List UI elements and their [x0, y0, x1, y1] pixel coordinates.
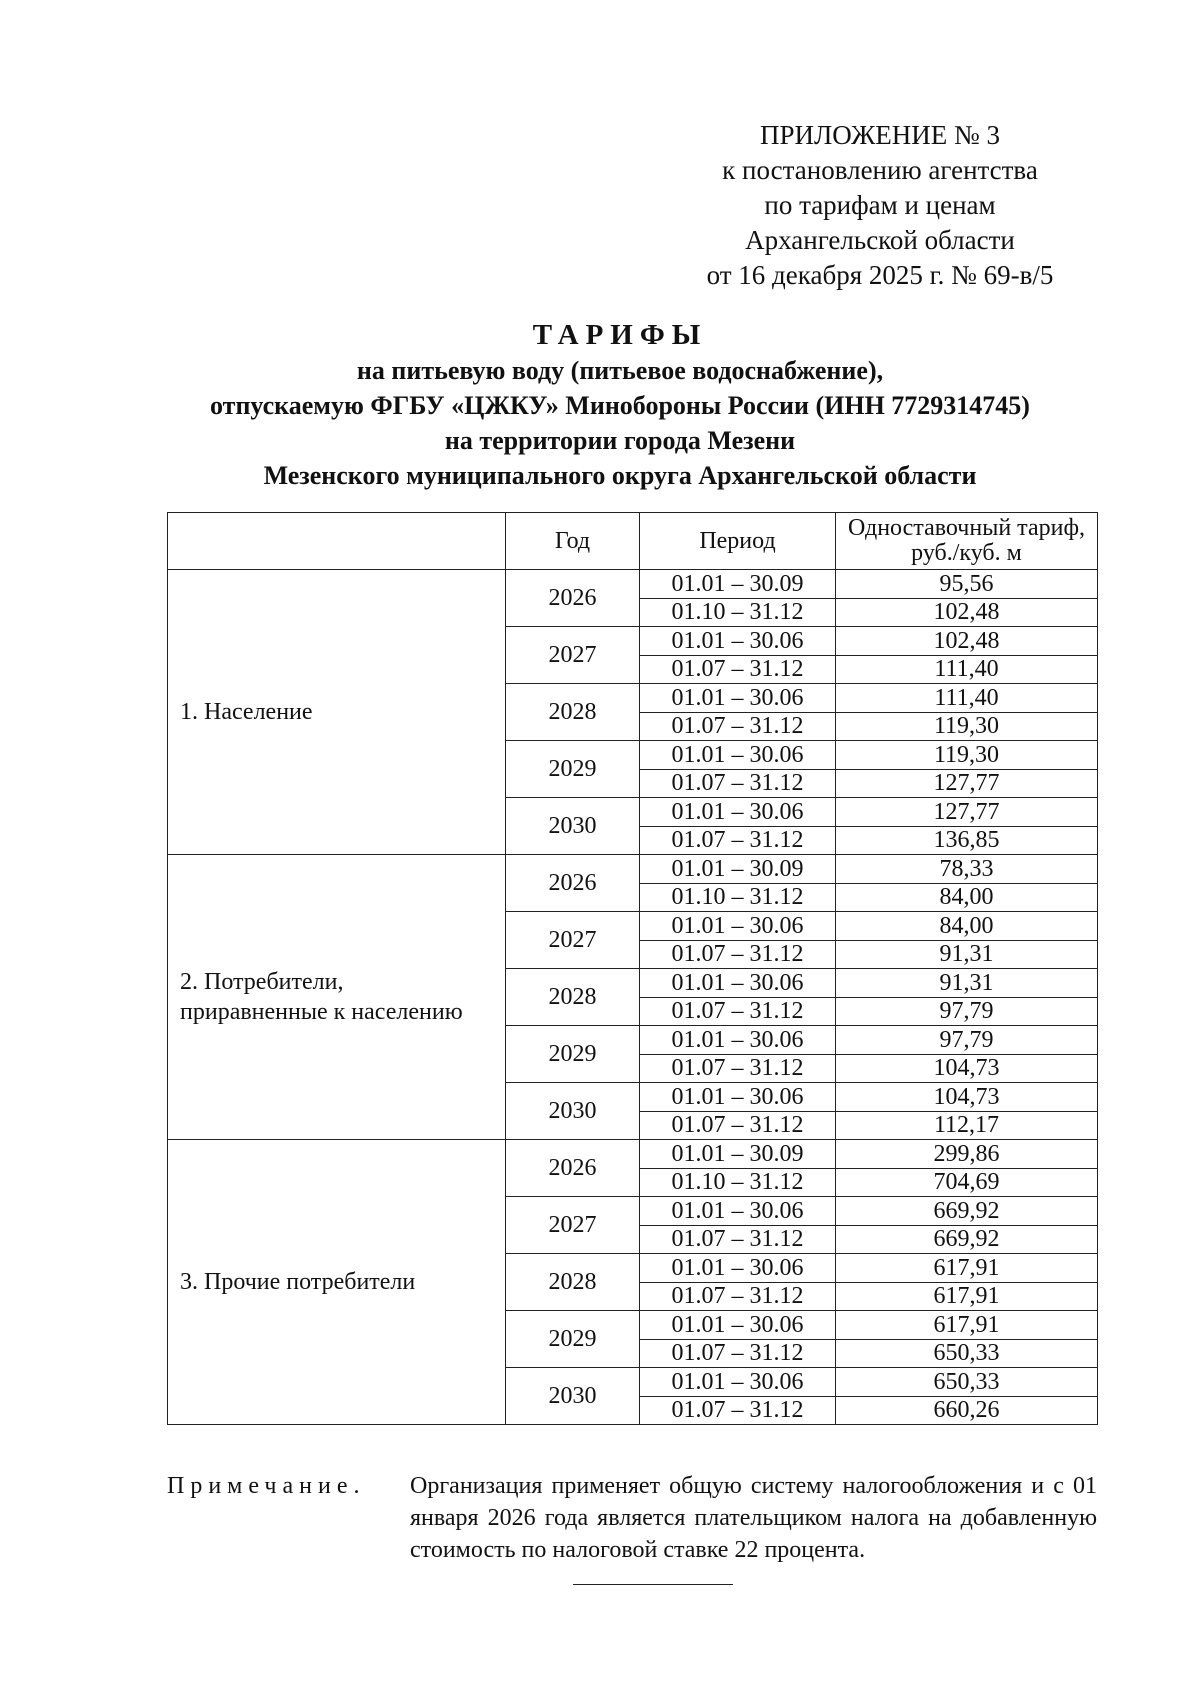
appendix-header — [690, 118, 1070, 293]
period-cell: 01.01 – 30.06 — [640, 1254, 836, 1283]
tariff-value-cell: 650,33 — [836, 1339, 1098, 1368]
end-divider — [573, 1584, 733, 1585]
tariff-value-cell: 111,40 — [836, 655, 1098, 684]
appendix-line: к постановлению агентства — [722, 155, 1038, 185]
tariff-value-cell: 119,30 — [836, 712, 1098, 741]
year-cell: 2026 — [506, 1140, 640, 1197]
year-cell: 2028 — [506, 684, 640, 741]
period-cell: 01.07 – 31.12 — [640, 1225, 836, 1254]
year-cell: 2029 — [506, 1311, 640, 1368]
tariff-value-cell: 669,92 — [836, 1225, 1098, 1254]
year-cell: 2029 — [506, 741, 640, 798]
consumer-group — [168, 570, 506, 855]
tariff-value-cell: 104,73 — [836, 1054, 1098, 1083]
period-cell: 01.07 – 31.12 — [640, 1111, 836, 1140]
tariff-value-cell: 112,17 — [836, 1111, 1098, 1140]
year-cell: 2028 — [506, 1254, 640, 1311]
period-cell: 01.01 – 30.06 — [640, 741, 836, 770]
consumer-group-line: 2. Потребители, — [180, 969, 344, 995]
tariff-value-cell: 78,33 — [836, 855, 1098, 884]
tariff-value-cell: 127,77 — [836, 798, 1098, 827]
tariff-value-cell: 299,86 — [836, 1140, 1098, 1169]
title-main: ТАРИФЫ — [532, 319, 708, 351]
year-cell: 2027 — [506, 912, 640, 969]
year-cell: 2026 — [506, 570, 640, 627]
tariff-value-cell: 95,56 — [836, 570, 1098, 599]
year-cell: 2030 — [506, 798, 640, 855]
table-header-row — [168, 513, 1098, 570]
period-cell: 01.01 – 30.09 — [640, 1140, 836, 1169]
period-cell: 01.01 – 30.06 — [640, 798, 836, 827]
period-cell: 01.07 – 31.12 — [640, 769, 836, 798]
header-year: Год — [506, 513, 640, 570]
tariff-value-cell: 660,26 — [836, 1396, 1098, 1425]
tariff-value-cell: 136,85 — [836, 826, 1098, 855]
header-period: Период — [640, 513, 836, 570]
period-cell: 01.10 – 31.12 — [640, 883, 836, 912]
consumer-group — [168, 1140, 506, 1425]
tariff-value-cell: 97,79 — [836, 1026, 1098, 1055]
period-cell: 01.10 – 31.12 — [640, 1168, 836, 1197]
period-cell: 01.01 – 30.06 — [640, 627, 836, 656]
title-line: Мезенского муниципального округа Архангельской области — [263, 461, 977, 490]
period-cell: 01.07 – 31.12 — [640, 997, 836, 1026]
appendix-number: ПРИЛОЖЕНИЕ № 3 — [759, 120, 1001, 150]
tariff-value-cell: 97,79 — [836, 997, 1098, 1026]
tariff-value-cell: 102,48 — [836, 598, 1098, 627]
title-line: на питьевую воду (питьевое водоснабжение), — [356, 356, 884, 385]
tariff-value-cell: 91,31 — [836, 969, 1098, 998]
period-cell: 01.07 – 31.12 — [640, 1396, 836, 1425]
consumer-group-line: 3. Прочие потребители — [180, 1269, 416, 1295]
tariff-value-cell: 111,40 — [836, 684, 1098, 713]
tariff-value-cell: 617,91 — [836, 1254, 1098, 1283]
year-cell: 2028 — [506, 969, 640, 1026]
title-line: отпускаемую ФГБУ «ЦЖКУ» Минобороны России (ИНН 7729314745) — [210, 391, 1030, 420]
header-tariff-line: Одноставочный тариф, — [847, 515, 1085, 541]
consumer-group-line: 1. Население — [180, 699, 313, 725]
appendix-date: от 16 декабря 2025 г. № 69-в/5 — [706, 260, 1054, 290]
period-cell: 01.01 – 30.09 — [640, 570, 836, 599]
note-label: Примечание. — [167, 1473, 366, 1499]
period-cell: 01.01 – 30.06 — [640, 1083, 836, 1112]
tariff-value-cell: 704,69 — [836, 1168, 1098, 1197]
tariff-value-cell: 104,73 — [836, 1083, 1098, 1112]
appendix-line: по тарифам и ценам — [764, 190, 996, 220]
period-cell: 01.07 – 31.12 — [640, 1054, 836, 1083]
period-cell: 01.07 – 31.12 — [640, 940, 836, 969]
period-cell: 01.07 – 31.12 — [640, 826, 836, 855]
period-cell: 01.07 – 31.12 — [640, 712, 836, 741]
period-cell: 01.07 – 31.12 — [640, 1282, 836, 1311]
tariff-value-cell: 84,00 — [836, 883, 1098, 912]
tariff-value-cell: 650,33 — [836, 1368, 1098, 1397]
year-cell: 2027 — [506, 627, 640, 684]
tariff-value-cell: 127,77 — [836, 769, 1098, 798]
table-row — [168, 855, 1098, 884]
note-text: Организация применяет общую систему налогообложения и с 01 января 2026 года является плательщиком налога на добавленную стоимость по налоговой ставке 22 процента. — [410, 1473, 1097, 1563]
tariff-value-cell: 84,00 — [836, 912, 1098, 941]
year-cell: 2029 — [506, 1026, 640, 1083]
year-cell: 2027 — [506, 1197, 640, 1254]
consumer-group — [168, 855, 506, 1140]
tariff-value-cell: 102,48 — [836, 627, 1098, 656]
table-row — [168, 570, 1098, 599]
header-tariff — [836, 513, 1098, 570]
appendix-line: Архангельской области — [745, 225, 1015, 255]
period-cell: 01.07 – 31.12 — [640, 655, 836, 684]
tariff-table-body — [168, 570, 1098, 1425]
period-cell: 01.01 – 30.06 — [640, 1368, 836, 1397]
header-group — [168, 513, 506, 570]
tariff-value-cell: 119,30 — [836, 741, 1098, 770]
tariff-value-cell: 617,91 — [836, 1282, 1098, 1311]
header-tariff-unit: руб./куб. м — [911, 540, 1022, 566]
tariff-value-cell: 91,31 — [836, 940, 1098, 969]
year-cell: 2030 — [506, 1083, 640, 1140]
year-cell: 2030 — [506, 1368, 640, 1425]
period-cell: 01.01 – 30.09 — [640, 855, 836, 884]
tariff-value-cell: 669,92 — [836, 1197, 1098, 1226]
period-cell: 01.01 – 30.06 — [640, 684, 836, 713]
title-line: на территории города Мезени — [444, 426, 796, 455]
table-row — [168, 1140, 1098, 1169]
document-title — [120, 318, 1120, 493]
consumer-group-line: приравненные к населению — [180, 999, 463, 1025]
period-cell: 01.01 – 30.06 — [640, 912, 836, 941]
period-cell: 01.07 – 31.12 — [640, 1339, 836, 1368]
period-cell: 01.01 – 30.06 — [640, 1026, 836, 1055]
period-cell: 01.10 – 31.12 — [640, 598, 836, 627]
tariff-table — [167, 512, 1098, 1425]
period-cell: 01.01 – 30.06 — [640, 1197, 836, 1226]
year-cell: 2026 — [506, 855, 640, 912]
tariff-value-cell: 617,91 — [836, 1311, 1098, 1340]
period-cell: 01.01 – 30.06 — [640, 1311, 836, 1340]
period-cell: 01.01 – 30.06 — [640, 969, 836, 998]
